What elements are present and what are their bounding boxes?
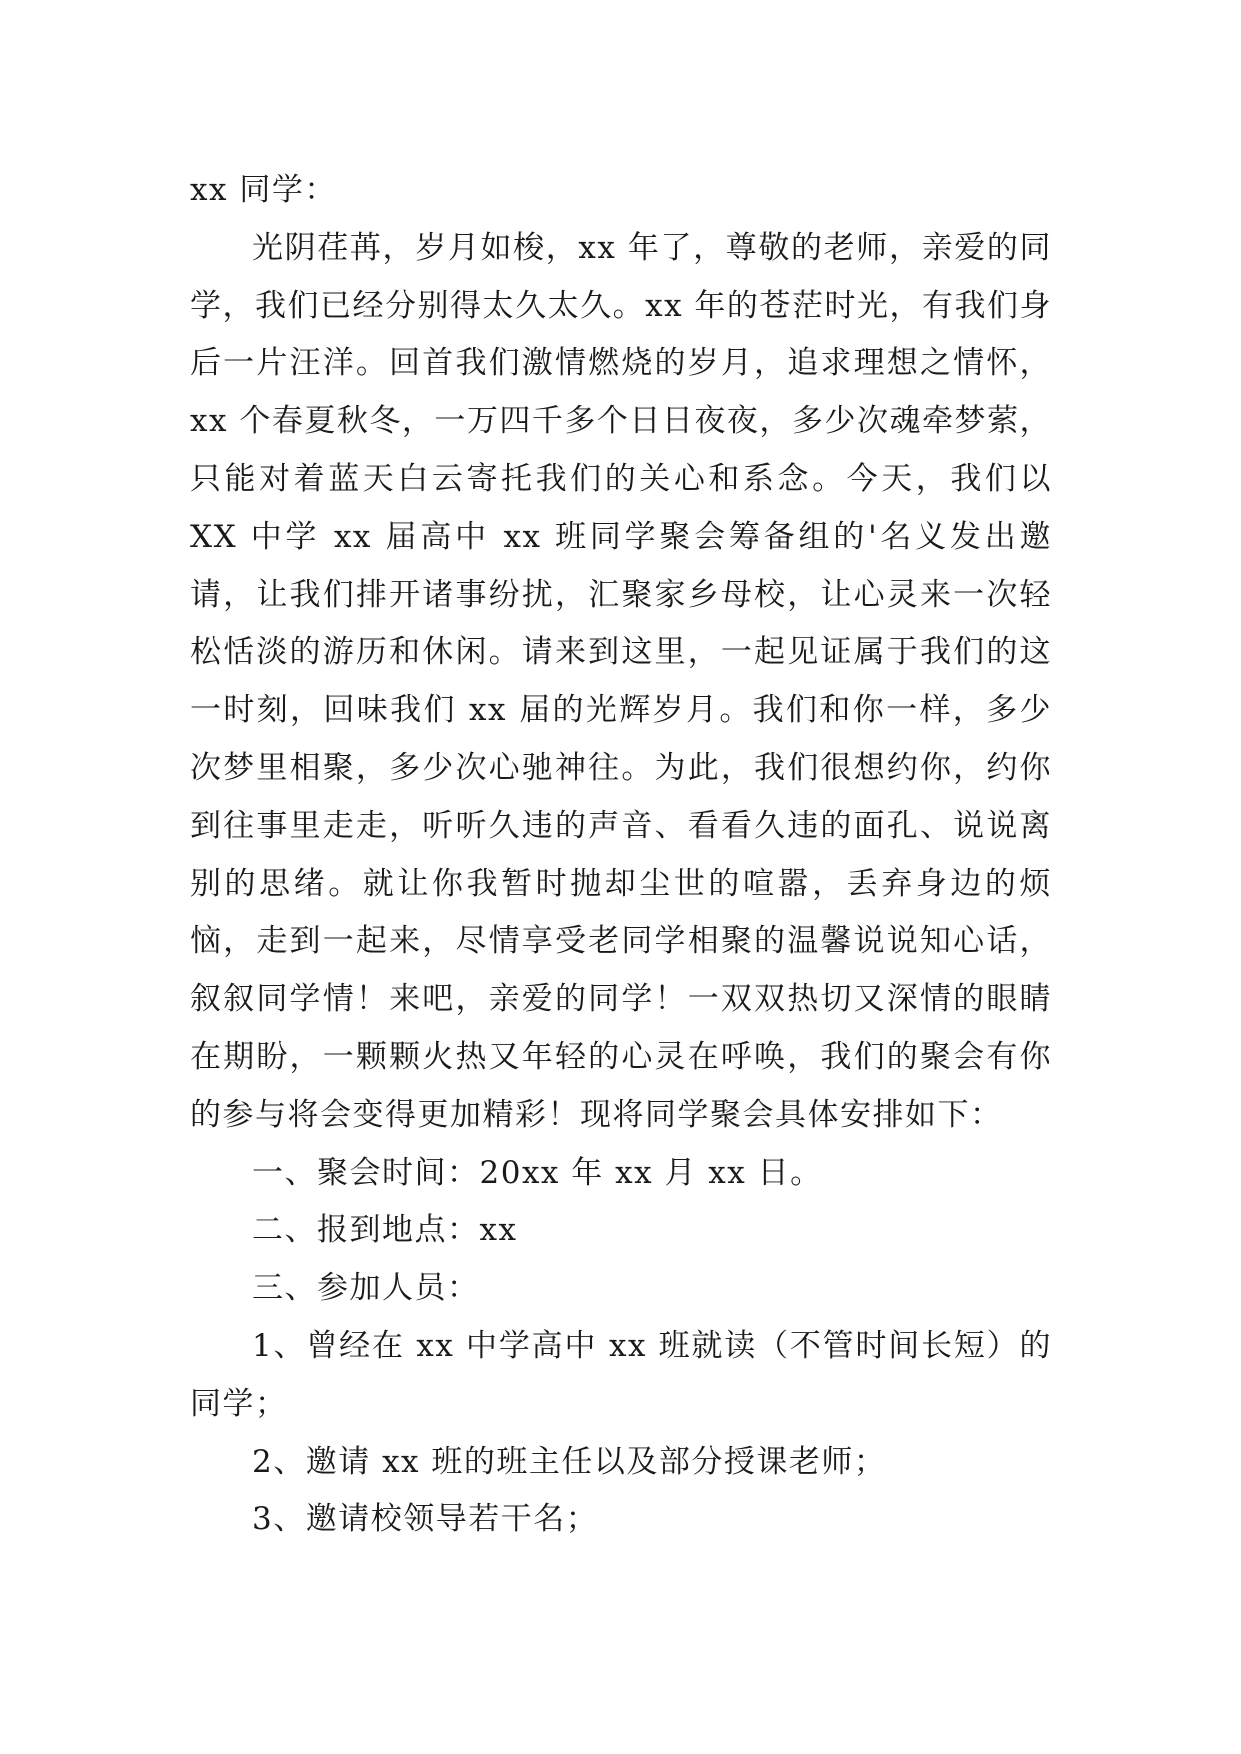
- participant-item-2: 2、邀请 xx 班的班主任以及部分授课老师；: [252, 1443, 887, 1480]
- item-meeting-time: 一、聚会时间：20xx 年 xx 月 xx 日。: [252, 1154, 823, 1191]
- participant-item-1: 1、曾经在 xx 中学高中 xx 班就读（不管时间长短）的同学；: [190, 1327, 1052, 1422]
- item-participants: 三、参加人员：: [252, 1270, 480, 1307]
- document-page: [190, 162, 1052, 1549]
- salutation: xx 同学：: [190, 172, 337, 208]
- item-report-place: 二、报到地点：xx: [252, 1212, 518, 1249]
- body-paragraph: 光阴荏苒，岁月如梭，xx 年了，尊敬的老师，亲爱的同学，我们已经分别得太久太久。xx 年的苍茫时光，有我们身后一片汪洋。回首我们激情燃烧的岁月，追求理想之情怀，xx 个春夏秋冬，一万四千多个日日夜夜，多少次魂牵梦萦，只能对着蓝天白云寄托我们的关心和系念。今天，我们以 XX 中学 xx 届高中 xx 班同学聚会筹备组的'名义发出邀请，让我们排开诸事纷扰，汇聚家乡母校，让心灵来一次轻松恬淡的游历和休闲。请来到这里，一起见证属于我们的这一时刻，回味我们 xx 届的光辉岁月。我们和你一样，多少次梦里相聚，多少次心驰神往。为此，我们很想约你，约你到往事里走走，听听久违的声音、看看久违的面孔、说说离别的思绪。就让你我暂时抛却尘世的喧嚣，丢弃身边的烦恼，走到一起来，尽情享受老同学相聚的温馨说说知心话，叙叙同学情！来吧，亲爱的同学！一双双热切又深情的眼睛在期盼，一颗颗火热又年轻的心灵在呼唤，我们的聚会有你的参与将会变得更加精彩！现将同学聚会具体安排如下：: [190, 229, 1052, 1133]
- participant-item-3: 3、邀请校领导若干名；: [252, 1501, 599, 1538]
